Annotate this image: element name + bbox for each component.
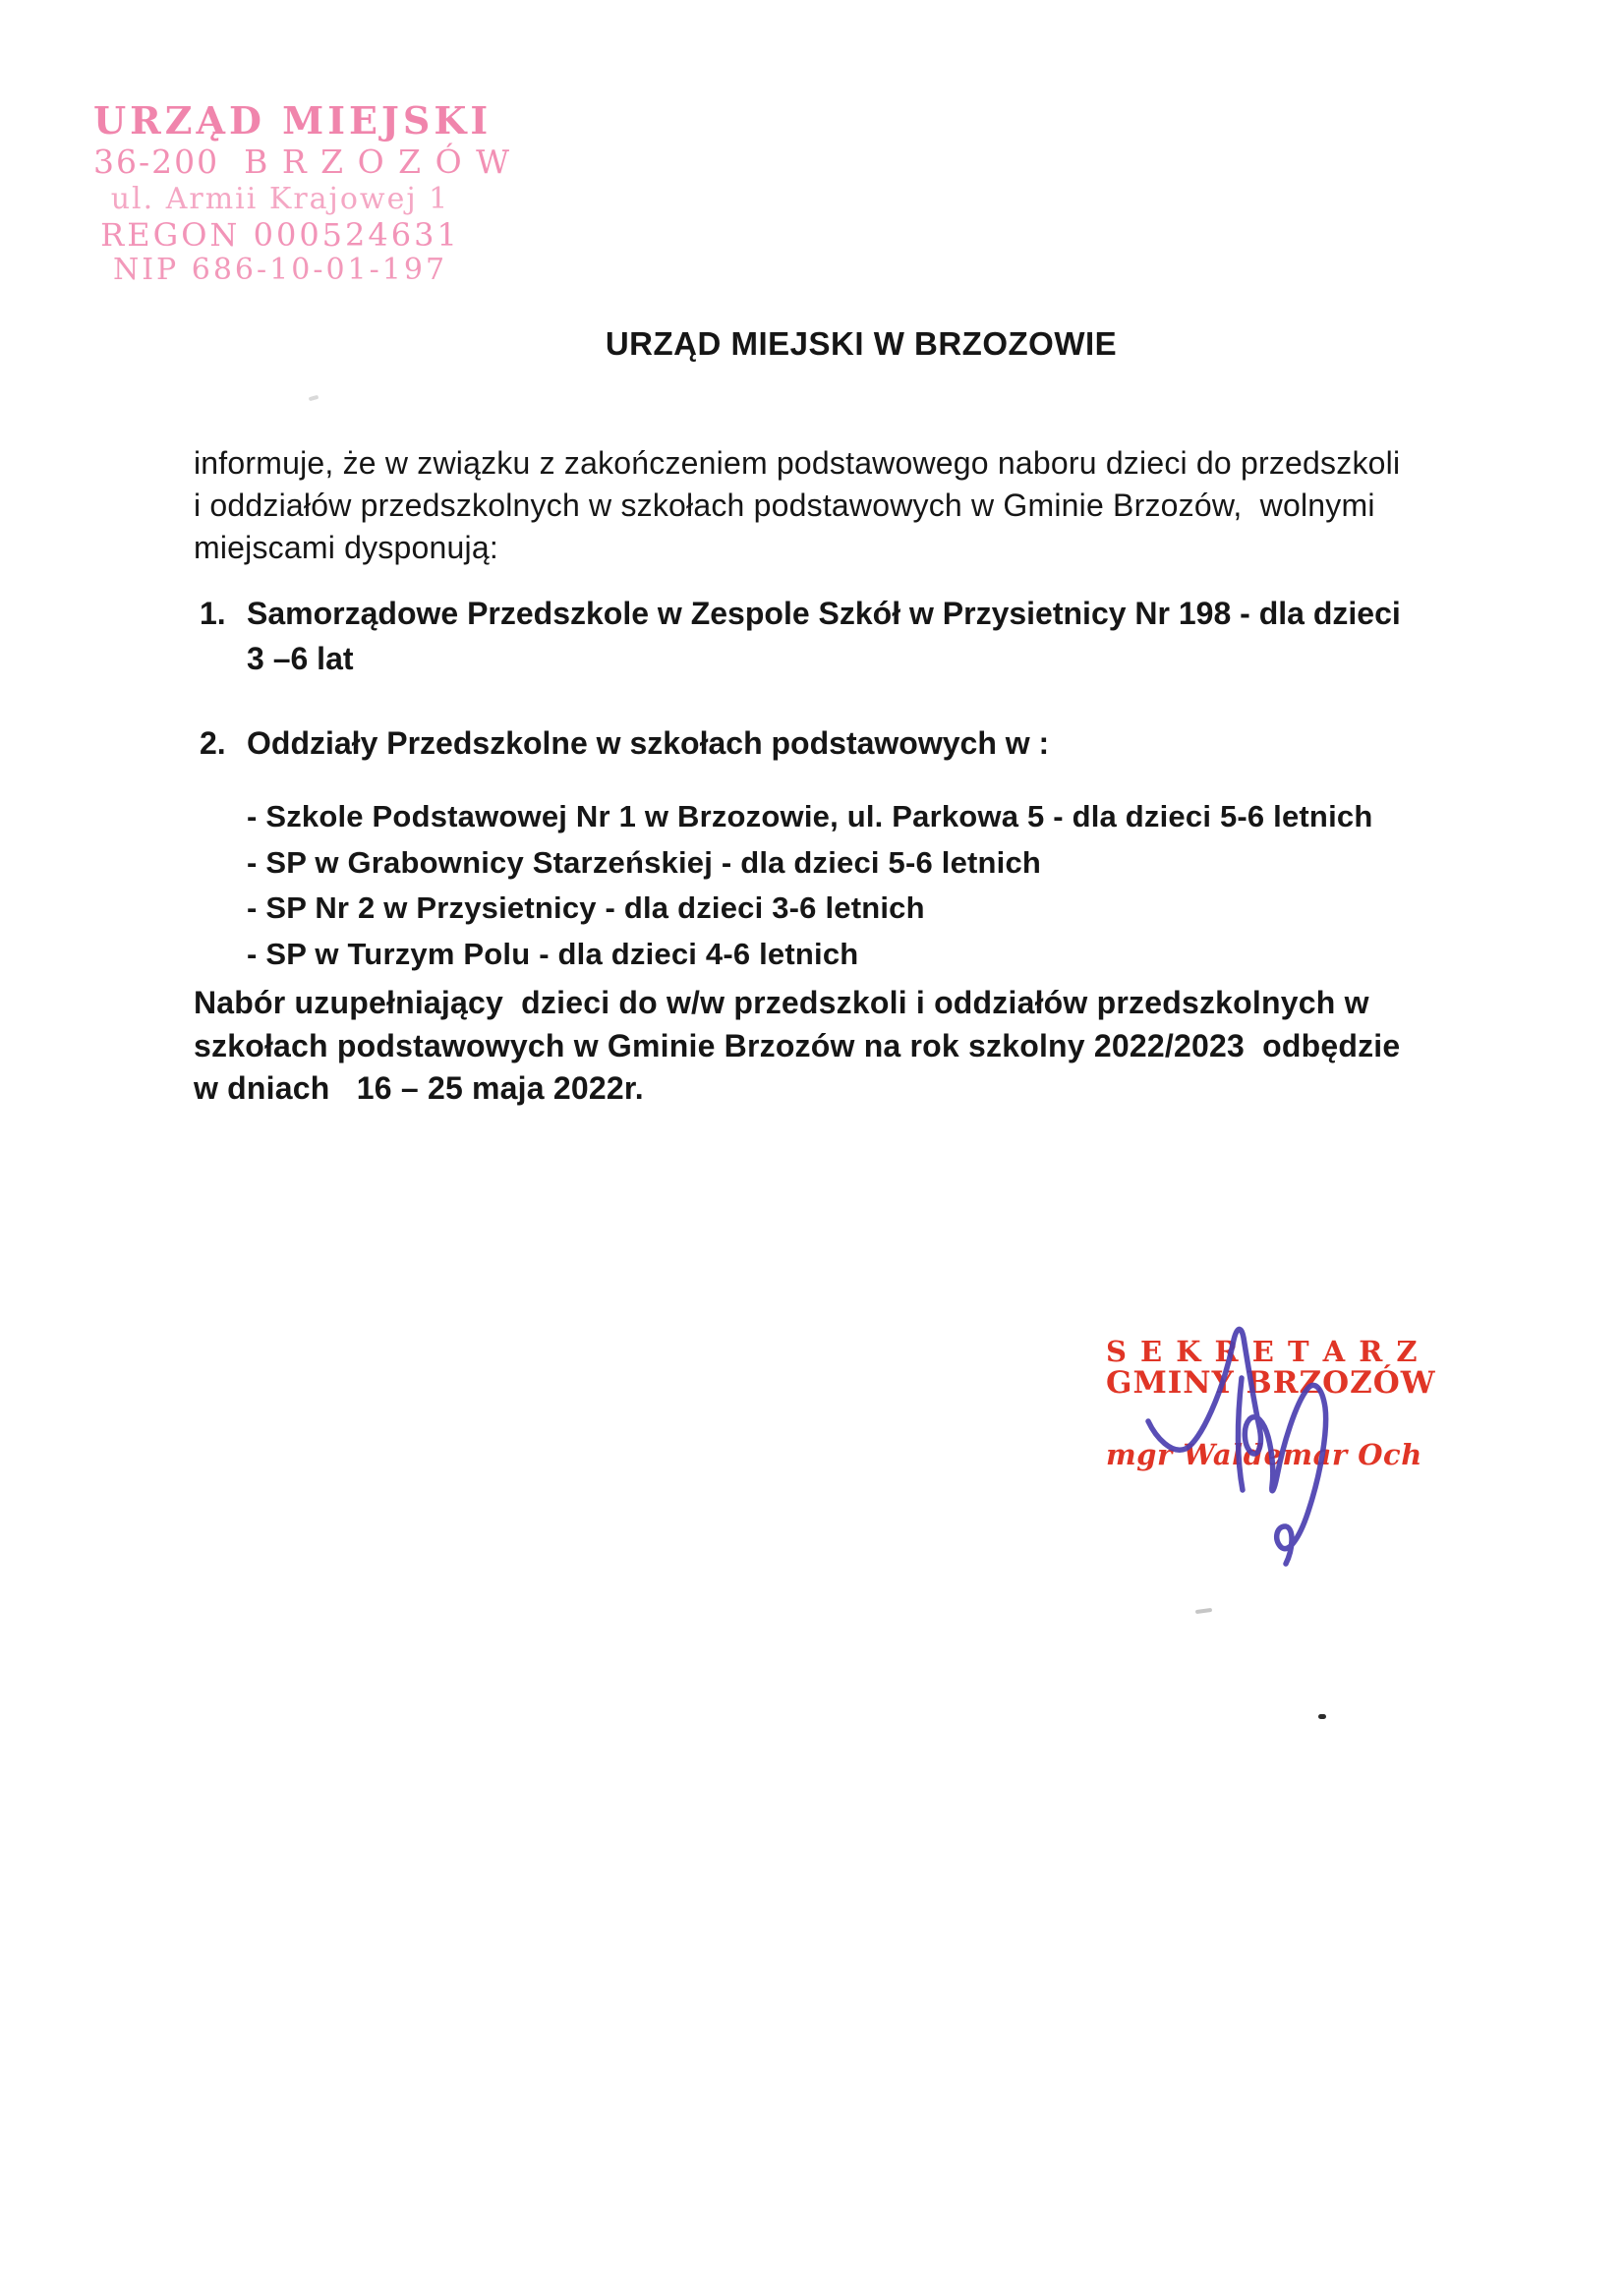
intro-line: i oddziałów przedszkolnych w szkołach podstawowych w Gminie Brzozów, wolnymi (194, 488, 1375, 523)
page-title: URZĄD MIEJSKI W BRZOZOWIE (605, 325, 1118, 362)
school-sub-item: - Szkole Podstawowej Nr 1 w Brzozowie, ul. Parkowa 5 - dla dzieci 5-6 letnich (247, 799, 1373, 833)
list-item-2-number: 2. (200, 725, 226, 761)
scan-artifact (1318, 1714, 1326, 1719)
intro-line: informuje, że w związku z zakończeniem podstawowego naboru dzieci do przedszkoli (194, 445, 1401, 481)
secretary-stamp (1106, 1335, 1436, 1471)
office-stamp-street: ul. Armii Krajowej 1 (110, 182, 450, 216)
list-item-1-text (247, 591, 1401, 681)
school-sub-item: - SP Nr 2 w Przysietnicy - dla dzieci 3-6 letnich (247, 890, 925, 925)
secretary-stamp-office: GMINY BRZOZÓW (1106, 1365, 1436, 1401)
scan-artifact (309, 395, 319, 401)
closing-paragraph (194, 982, 1400, 1111)
closing-line: w dniach 16 – 25 maja 2022r. (194, 1070, 644, 1106)
list-item-2-text: Oddziały Przedszkolne w szkołach podstawowych w : (247, 725, 1050, 761)
school-sub-list (247, 794, 1372, 977)
school-sub-item: - SP w Grabownicy Starzeńskiej - dla dzieci 5-6 letnich (247, 844, 1042, 880)
list-item-1-number: 1. (200, 596, 226, 631)
closing-line: Nabór uzupełniający dzieci do w/w przedszkoli i oddziałów przedszkolnych w (194, 985, 1369, 1020)
secretary-stamp-name: mgr Waldemar Och (1106, 1438, 1422, 1471)
office-stamp-regon: REGON 000524631 (100, 216, 460, 254)
secretary-stamp-role: S E K R E T A R Z (1106, 1335, 1420, 1368)
school-sub-item: - SP w Turzym Polu - dla dzieci 4-6 letnich (247, 936, 859, 971)
list-item-1 (200, 591, 1401, 681)
scan-artifact (1195, 1608, 1212, 1614)
office-stamp-city: 36-200 B R Z O Z Ó W (93, 143, 512, 181)
office-stamp-nip: NIP 686-10-01-197 (112, 253, 448, 287)
office-address-stamp (93, 98, 512, 287)
intro-line: miejscami dysponują: (194, 530, 498, 565)
office-stamp-name: URZĄD MIEJSKI (93, 98, 493, 143)
closing-line: szkołach podstawowych w Gminie Brzozów na rok szkolny 2022/2023 odbędzie (194, 1027, 1401, 1063)
list-item-2 (200, 720, 1049, 766)
list-item-1-line: 3 –6 lat (247, 641, 354, 676)
intro-paragraph (194, 442, 1400, 569)
list-item-1-line: Samorządowe Przedszkole w Zespole Szkół w Przysietnicy Nr 198 - dla dzieci (247, 596, 1401, 631)
